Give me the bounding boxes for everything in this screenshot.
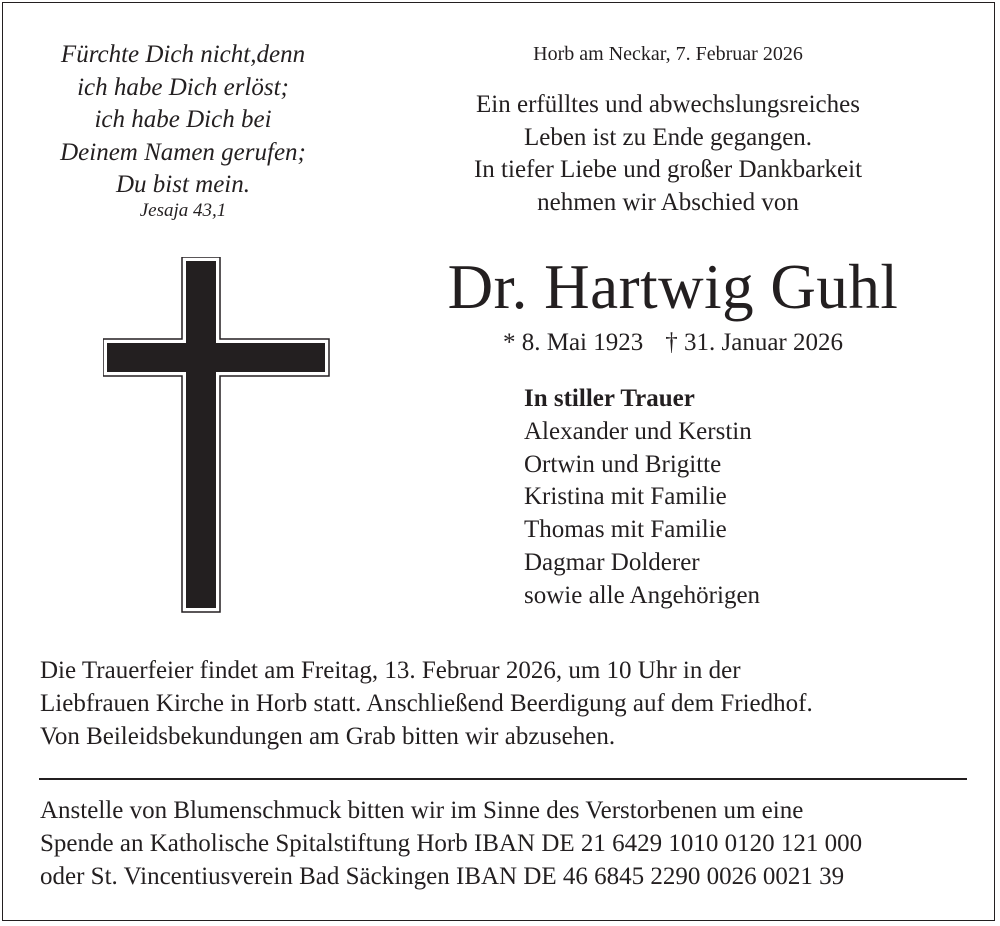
funeral-service-info xyxy=(40,654,980,753)
intro-line: nehmen wir Abschied von xyxy=(537,188,799,216)
mourner-name: Thomas mit Familie xyxy=(524,516,727,544)
verse-line: ich habe Dich erlöst; xyxy=(77,73,289,101)
donation-line: oder St. Vincentiusverein Bad Säckingen IBAN DE 46 6845 2290 0026 0021 39 xyxy=(40,863,845,890)
donation-line: Anstelle von Blumenschmuck bitten wir im Sinne des Verstorbenen um eine xyxy=(40,797,804,824)
place-and-date: Horb am Neckar, 7. Februar 2026 xyxy=(533,43,803,65)
service-line: Die Trauerfeier findet am Freitag, 13. Februar 2026, um 10 Uhr in der xyxy=(40,657,741,684)
mourner-name: sowie alle Angehörigen xyxy=(524,581,761,609)
service-line: Liebfrauen Kirche in Horb statt. Anschließend Beerdigung auf dem Friedhof. xyxy=(40,690,813,717)
verse-line: Deinem Namen gerufen; xyxy=(60,138,306,166)
mourner-name: Dagmar Dolderer xyxy=(524,548,700,576)
verse-line: ich habe Dich bei xyxy=(94,106,272,133)
latin-cross-icon xyxy=(103,257,331,614)
birth-date: * 8. Mai 1923 xyxy=(502,329,644,356)
verse-line: Du bist mein. xyxy=(115,171,251,198)
mourner-name: Alexander und Kerstin xyxy=(524,417,752,445)
intro-line: Ein erfülltes und abwechslungsreiches xyxy=(476,91,860,118)
intro-line: Leben ist zu Ende gegangen. xyxy=(523,123,813,151)
verse-line: Fürchte Dich nicht,denn xyxy=(60,41,306,68)
bible-verse xyxy=(33,39,333,222)
donation-info xyxy=(40,794,990,893)
intro-line: In tiefer Liebe und großer Dankbarkeit xyxy=(473,156,863,183)
deceased-name: Dr. Hartwig Guhl xyxy=(447,252,899,322)
life-dates xyxy=(423,327,923,359)
verse-reference: Jesaja 43,1 xyxy=(139,199,227,221)
mourners-heading: In stiller Trauer xyxy=(524,385,695,412)
intro-text xyxy=(403,89,933,219)
divider xyxy=(39,778,967,780)
service-line: Von Beileidsbekundungen am Grab bitten wir abzusehen. xyxy=(40,723,616,750)
death-date: † 31. Januar 2026 xyxy=(665,329,844,356)
mourner-name: Kristina mit Familie xyxy=(524,483,727,511)
donation-line: Spende an Katholische Spitalstiftung Horb IBAN DE 21 6429 1010 0120 121 000 xyxy=(40,830,863,857)
mourner-name: Ortwin und Brigitte xyxy=(524,450,722,478)
obituary-notice xyxy=(2,2,995,921)
mourners-list xyxy=(524,383,964,613)
